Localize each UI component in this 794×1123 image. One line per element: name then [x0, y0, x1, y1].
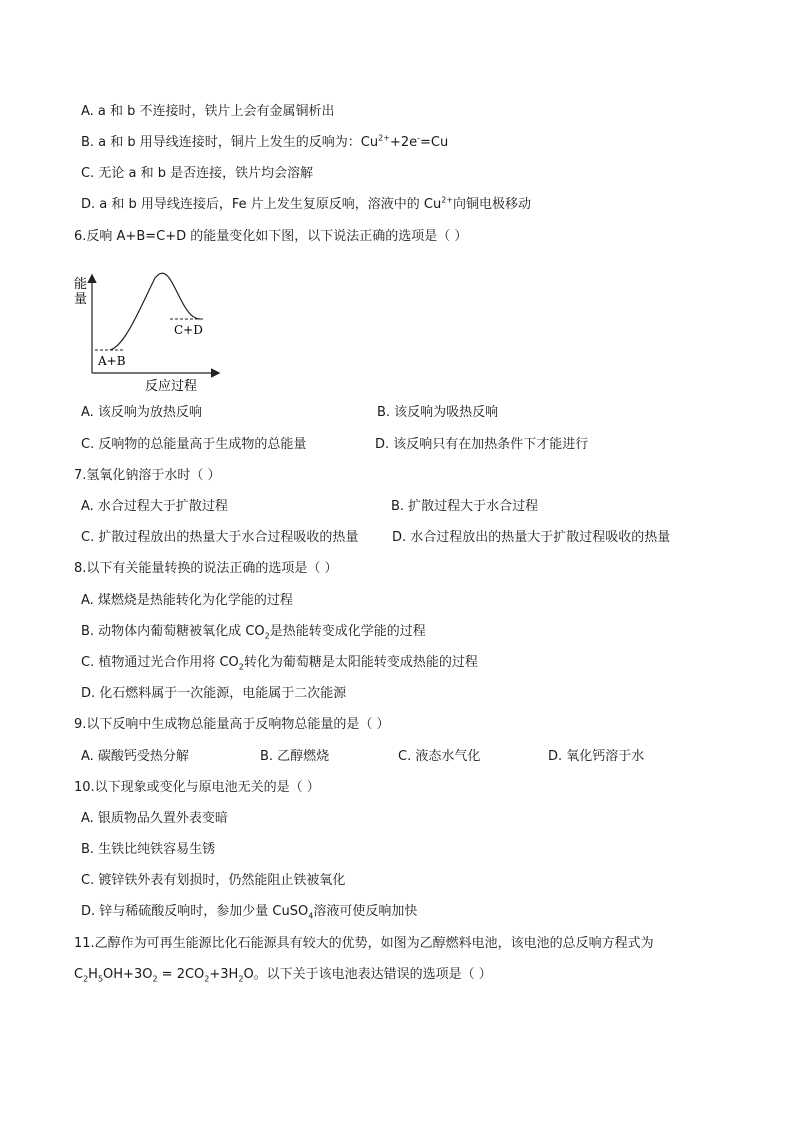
q11-stem-line2: $C_2H_5OH+3O_2 = 2CO_2+3H_2O$。以下关于该电池表达错误的选项是（ ）: [74, 967, 492, 984]
q10-option-c: C. 镀锌铁外表有划损时，仍然能阻止铁被氧化: [81, 873, 346, 888]
q8-option-b: B. 动物体内葡萄糖被氧化成 $CO_2$是热能转变成化学能的过程: [81, 624, 426, 641]
q9-option-c: C. 液态水气化: [398, 749, 481, 764]
q9-stem: 9.以下反响中生成物总能量高于反响物总能量的是（ ）: [74, 717, 390, 732]
q5-option-d: D. a 和 b 用导线连接后，Fe 片上发生复原反响，溶液中的 $Cu^{2+}$向铜电极移动: [81, 195, 532, 212]
energy-diagram: [70, 268, 220, 398]
y-axis-label-1: 能: [74, 277, 88, 292]
q8-option-a: A. 煤燃烧是热能转化为化学能的过程: [81, 593, 293, 608]
q7-option-d: D. 水合过程放出的热量大于扩散过程吸收的热量: [392, 530, 671, 545]
q7-option-a: A. 水合过程大于扩散过程: [81, 499, 228, 514]
q6-option-b: B. 该反响为吸热反响: [377, 405, 499, 420]
q8-option-d: D. 化石燃料属于一次能源，电能属于二次能源: [81, 686, 347, 701]
q6-option-a: A. 该反响为放热反响: [81, 405, 202, 420]
y-axis-label-2: 量: [74, 292, 88, 307]
q10-option-a: A. 银质物品久置外表变暗: [81, 811, 228, 826]
q8-stem: 8.以下有关能量转换的说法正确的选项是（ ）: [74, 561, 338, 576]
product-label: C+D: [174, 323, 203, 337]
q9-option-b: B. 乙醇燃烧: [260, 749, 330, 764]
q6-option-d: D. 该反响只有在加热条件下才能进行: [375, 437, 589, 452]
q5-option-b: B. a 和 b 用导线连接时，铜片上发生的反响为：$Cu^{2+}+2e^-=Cu$: [81, 133, 449, 150]
q7-option-c: C. 扩散过程放出的热量大于水合过程吸收的热量: [81, 530, 359, 545]
q6-stem: 6.反响 A+B=C+D 的能量变化如下图，以下说法正确的选项是（ ）: [74, 229, 468, 244]
q6-option-c: C. 反响物的总能量高于生成物的总能量: [81, 437, 307, 452]
q5-option-c: C. 无论 a 和 b 是否连接，铁片均会溶解: [81, 166, 314, 181]
q7-stem: 7.氢氧化钠溶于水时（ ）: [74, 468, 221, 483]
q11-stem-line1: 11.乙醇作为可再生能源比化石能源具有较大的优势，如图为乙醇燃料电池，该电池的总反响方程式为: [74, 936, 654, 951]
reactant-label: A+B: [98, 354, 126, 368]
q10-option-d: D. 锌与稀硫酸反响时，参加少量 CuSO$_4$溶液可使反响加快: [81, 904, 418, 921]
energy-curve: [110, 273, 200, 350]
q8-option-c: C. 植物通过光合作用将 $CO_2$转化为葡萄糖是太阳能转变成热能的过程: [81, 655, 478, 672]
q5-option-a: A. a 和 b 不连接时，铁片上会有金属铜析出: [81, 104, 335, 119]
q9-option-a: A. 碳酸钙受热分解: [81, 749, 189, 764]
q10-option-b: B. 生铁比纯铁容易生锈: [81, 842, 216, 857]
x-axis-label: 反应过程: [145, 379, 198, 394]
q10-stem: 10.以下现象或变化与原电池无关的是（ ）: [74, 780, 320, 795]
q9-option-d: D. 氧化钙溶于水: [548, 749, 645, 764]
q7-option-b: B. 扩散过程大于水合过程: [391, 499, 539, 514]
